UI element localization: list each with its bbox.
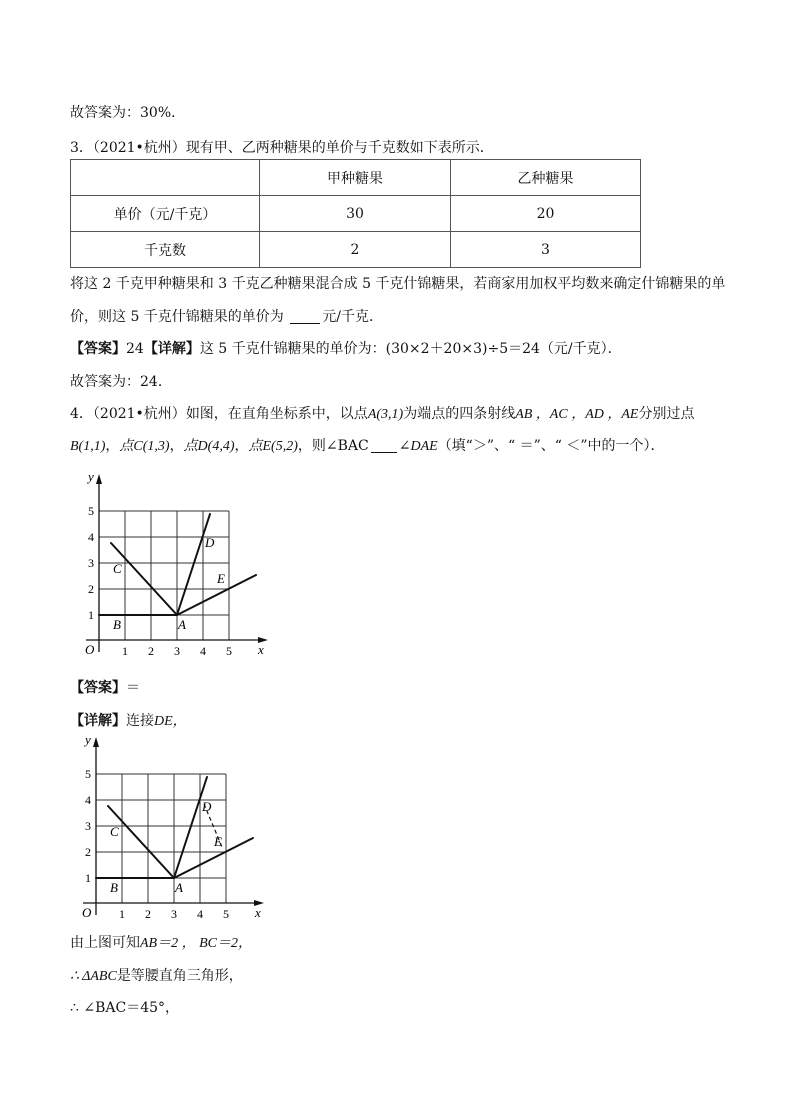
answer-tag: 【答案】 <box>70 341 126 357</box>
q4-number: 4． <box>70 406 93 422</box>
point-c-label: C <box>113 561 122 576</box>
y-tick-label: 2 <box>88 582 94 596</box>
detail-tag: 【详解】 <box>70 713 126 729</box>
q4-stem-a: 如图，在直角坐标系中，以点 <box>185 406 368 422</box>
coordinate-graph-2 <box>70 731 280 931</box>
q4-stem-c: 分别过点 <box>638 406 695 422</box>
y-tick-label: 1 <box>88 608 94 622</box>
q3-text-line2 <box>70 307 383 327</box>
q3-answer-blank <box>290 309 320 324</box>
point-a-label: A <box>178 617 186 632</box>
point-d-label: D <box>205 535 215 550</box>
q3-text-line1: 将这 2 千克甲种糖果和 3 千克乙种糖果混合成 5 千克什锦糖果，若商家用加权平均数来确定什锦糖果的单 <box>70 276 726 292</box>
y-axis-label: y <box>85 732 91 747</box>
q4-answer-line <box>70 678 140 698</box>
q4-step2 <box>70 966 243 987</box>
table-cell: 30 <box>260 196 451 232</box>
q4-step2-text: 是等腰直角三角形， <box>116 968 243 984</box>
q4-step3: ∴ ∠BAC＝45°， <box>70 1000 180 1016</box>
q4-stem-line1 <box>70 404 694 425</box>
answer-tag: 【答案】 <box>70 680 126 696</box>
previous-answer: 故答案为：30%． <box>70 105 186 121</box>
point-e-label: E <box>214 834 222 849</box>
q3-final-answer: 故答案为：24． <box>70 374 172 390</box>
q3-text-before-blank: 价，则这 5 千克什锦糖果的单价为 <box>70 309 284 325</box>
x-tick-label: 5 <box>226 644 232 658</box>
y-tick-label: 5 <box>85 767 91 781</box>
x-tick-label: 5 <box>223 907 229 921</box>
x-tick-label: 1 <box>119 907 125 921</box>
q3-stem-text: 现有甲、乙两种糖果的单价与千克数如下表所示． <box>185 140 494 156</box>
x-tick-label: 4 <box>197 907 203 921</box>
point-e-label: E <box>217 571 225 586</box>
y-tick-label: 4 <box>85 793 91 807</box>
q3-number: 3． <box>70 140 93 156</box>
table-row <box>71 160 641 196</box>
table-cell: 甲种糖果 <box>260 160 451 196</box>
x-tick-label: 3 <box>171 907 177 921</box>
q4-point-d: 点D(4,4) <box>183 439 235 454</box>
x-tick-label: 1 <box>122 644 128 658</box>
origin-label: O <box>85 642 95 657</box>
table-cell: 单价（元/千克） <box>71 196 260 232</box>
y-tick-label: 3 <box>88 556 94 570</box>
q3-stem <box>70 138 494 158</box>
x-axis-label: x <box>258 642 264 657</box>
point-c-label: C <box>110 824 119 839</box>
y-tick-label: 4 <box>88 530 94 544</box>
y-tick-label: 5 <box>88 504 94 518</box>
q4-stem-line2: B(1,1)，点C(1,3)，点D(4,4)，点E(5,2)，则∠BAC ∠DAE（填“＞”、“ ＝”、“ ＜”中的一个）． <box>70 438 665 454</box>
table-cell: 乙种糖果 <box>451 160 641 196</box>
q3-answer-value: 24 <box>126 341 144 357</box>
q4-detail-line <box>70 711 187 732</box>
table-cell: 20 <box>451 196 641 232</box>
q4-segment-de: DE， <box>154 714 187 729</box>
candy-table <box>70 159 641 268</box>
table-row <box>71 232 641 268</box>
q4-detail-text: 连接 <box>126 713 154 729</box>
q3-source: （2021•杭州） <box>92 140 186 156</box>
x-tick-label: 2 <box>148 644 154 658</box>
detail-tag: 【详解】 <box>143 341 200 357</box>
point-d-label: D <box>202 799 212 814</box>
x-tick-label: 4 <box>200 644 206 658</box>
q4-then: 则∠BAC <box>311 438 369 454</box>
x-tick-label: 3 <box>174 644 180 658</box>
q3-text-after-blank: 元/千克． <box>322 309 383 325</box>
q4-point-c: 点C(1,3) <box>119 439 170 454</box>
table-row <box>71 196 641 232</box>
q4-step2-triangle: ∴ ΔABC <box>70 969 117 984</box>
origin-label: O <box>82 905 92 920</box>
y-tick-label: 2 <box>85 845 91 859</box>
q4-point-a: A(3,1) <box>367 407 404 422</box>
x-tick-label: 2 <box>145 907 151 921</box>
table-cell: 千克数 <box>71 232 260 268</box>
y-axis-label: y <box>88 469 94 484</box>
q4-step1-text: 由上图可知 <box>70 935 140 951</box>
q3-detail-text: 这 5 千克什锦糖果的单价为：(30×2＋20×3)÷5＝24（元/千克）． <box>199 341 622 357</box>
q4-fill-instruction: （填“＞”、“ ＝”、“ ＜”中的一个）． <box>437 438 665 454</box>
q3-answer-line <box>70 339 622 359</box>
point-a-label: A <box>175 880 183 895</box>
point-b-label: B <box>110 880 118 895</box>
table-cell: 3 <box>451 232 641 268</box>
q4-stem-b: 为端点的四条射线 <box>403 406 516 422</box>
q4-point-e: 点E(5,2) <box>248 439 298 454</box>
q4-rays: AB ，AC ，AD ，AE <box>515 407 639 422</box>
q4-step1-values: AB＝2 ， BC＝2， <box>140 936 252 951</box>
coordinate-graph-1 <box>70 462 280 662</box>
x-axis-label: x <box>255 905 261 920</box>
point-b-label: B <box>113 617 121 632</box>
y-tick-label: 3 <box>85 819 91 833</box>
y-tick-label: 1 <box>85 871 91 885</box>
q4-source: （2021•杭州） <box>92 406 186 422</box>
q4-answer-value: ＝ <box>126 680 140 696</box>
q4-step1 <box>70 933 252 954</box>
table-cell <box>71 160 260 196</box>
q4-answer-blank <box>371 438 397 453</box>
table-cell: 2 <box>260 232 451 268</box>
q4-angle-dae: ∠DAE <box>398 439 438 454</box>
q4-point-b: B(1,1) <box>70 439 106 454</box>
